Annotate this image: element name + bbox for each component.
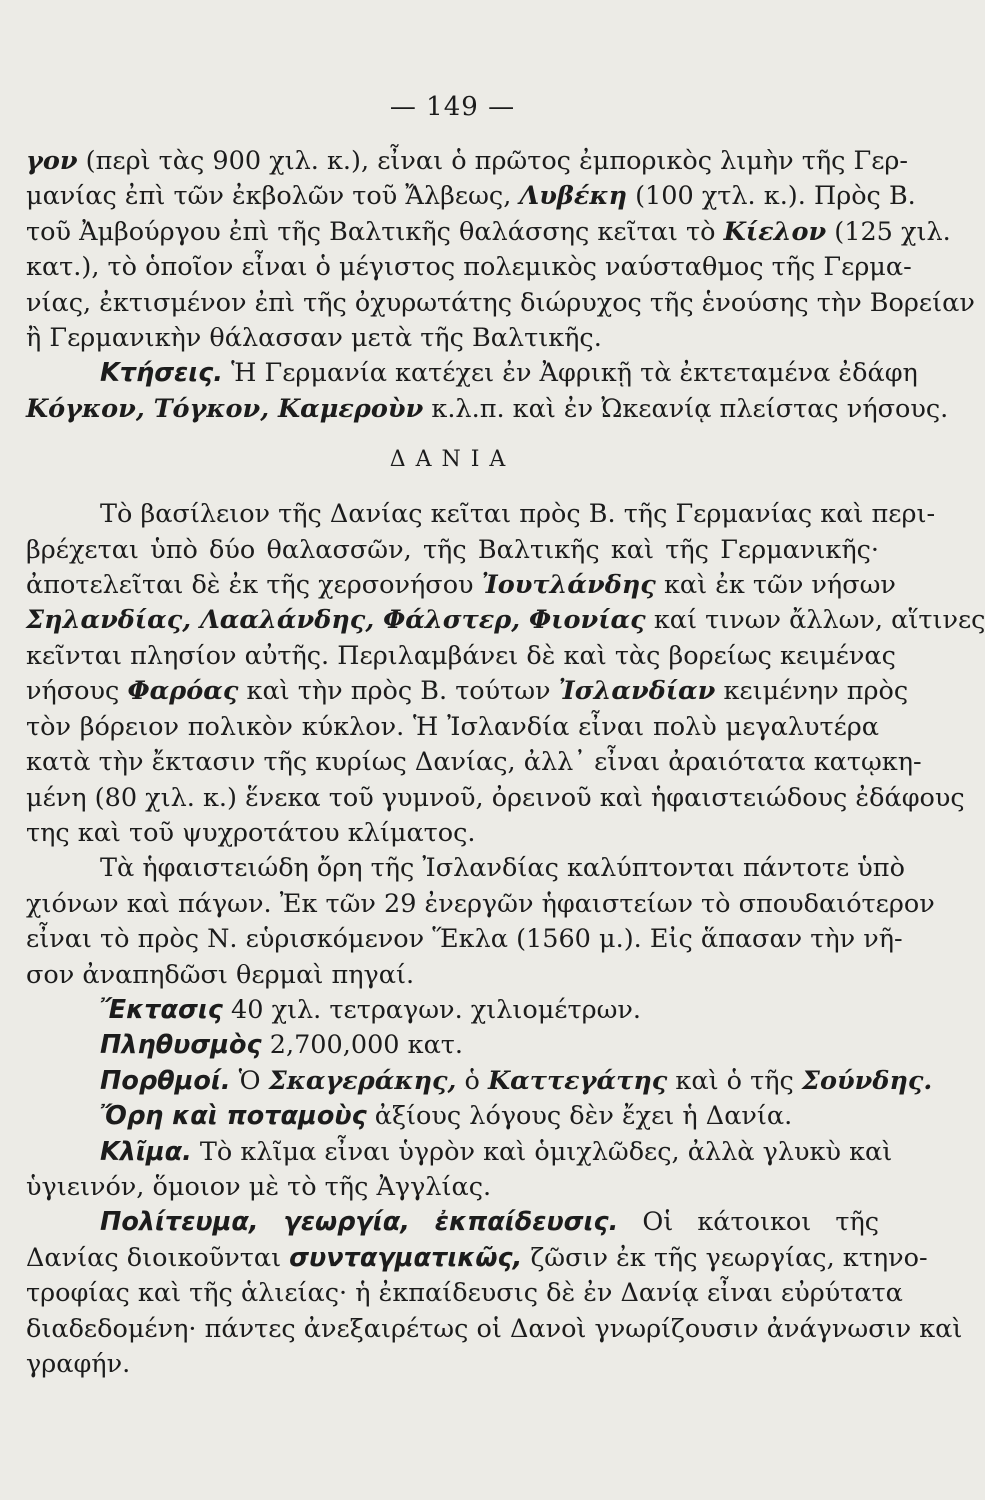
hamburg-word-fragment: γον xyxy=(26,146,78,176)
text-line: τὸν βόρειον πολικὸν κύκλον. Ἡ Ἰσλανδία εἶναι πολὺ μεγαλυτέρα xyxy=(26,711,879,742)
text-span: (περὶ τὰς 900 χιλ. κ.), εἶναι ὁ πρῶτος ἐμπορικὸς λιμὴν τῆς Γερ- xyxy=(85,146,909,176)
text-line xyxy=(26,1241,928,1276)
place-name: Σηλανδίας, Λααλάνδης, Φάλστερ, Φιονίας xyxy=(26,605,646,636)
text-span: Ἡ Γερμανία κατέχει ἐν Ἀφρικῇ τὰ ἐκτεταμένα ἐδάφη xyxy=(231,358,918,389)
text-line xyxy=(26,179,916,214)
text-line: της καὶ τοῦ ψυχροτάτου κλίματος. xyxy=(26,817,476,848)
germany-section xyxy=(26,144,975,427)
text-span: Τὸ κλῖμα εἶναι ὑγρὸν καὶ ὁμιχλῶδες, ἀλλὰ γλυκὺ καὶ xyxy=(199,1136,893,1167)
text-span: (125 χιλ. xyxy=(834,216,951,247)
text-line: κατὰ τὴν ἔκτασιν τῆς κυρίως Δανίας, ἀλλ᾽ εἶναι ἀραιότατα κατῳκη- xyxy=(26,747,922,778)
text-line xyxy=(26,144,909,179)
text-line xyxy=(26,215,951,250)
text-line xyxy=(26,1064,933,1099)
text-line: νίας, ἐκτισμένον ἐπὶ τῆς ὀχυρωτάτης διώρυχος τῆς ἑνούσης τὴν Βορείαν xyxy=(26,287,975,318)
text-span: ἀποτελεῖται δὲ ἐκ τῆς χερσονήσου xyxy=(26,570,474,601)
text-line: χιόνων καὶ πάγων. Ἐκ τῶν 29 ἐνεργῶν ἡφαιστείων τὸ σπουδαιότερον xyxy=(26,888,935,919)
text-line: τροφίας καὶ τῆς ἁλιείας· ἡ ἐκπαίδευσις δὲ ἐν Δανίᾳ εἶναι εὐρύτατα xyxy=(26,1278,903,1309)
text-span: ὁ xyxy=(464,1065,480,1096)
place-name: Ἰουτλάνδης xyxy=(481,570,656,601)
text-span: Οἱ κάτοικοι τῆς xyxy=(642,1207,880,1238)
text-line xyxy=(26,993,879,1028)
text-span: κειμένην πρὸς xyxy=(723,676,909,707)
text-line: γραφήν. xyxy=(26,1349,131,1379)
text-line xyxy=(26,1028,879,1063)
text-line: κατ.), τὸ ὁποῖον εἶναι ὁ μέγιστος πολεμικὸς ναύσταθμος τῆς Γερμα- xyxy=(26,252,912,283)
place-name: Καττεγάτης xyxy=(488,1065,668,1096)
place-name: Φαρόας xyxy=(127,676,239,707)
section-lead: Πολίτευμα, γεωργία, ἐκπαίδευσις. xyxy=(100,1207,619,1238)
section-lead: Πορθμοί. xyxy=(100,1065,231,1096)
text-span: νήσους xyxy=(26,676,120,707)
section-heading: ΔΑΝΙΑ xyxy=(389,447,516,473)
text-span: καί τινων ἄλλων, αἵτινες xyxy=(653,605,985,636)
place-name: Κίελον xyxy=(723,216,827,247)
section-lead: Κτήσεις. xyxy=(100,358,223,389)
text-line: βρέχεται ὑπὸ δύο θαλασσῶν, τῆς Βαλτικῆς καὶ τῆς Γερμανικῆς· xyxy=(26,534,879,565)
section-lead: Ἔκτασις xyxy=(100,994,223,1025)
text-line: διαδεδομένη· πάντες ἀνεξαιρέτως οἱ Δανοὶ γνωρίζουσιν ἀνάγνωσιν καὶ xyxy=(26,1313,963,1344)
text-span: κ.λ.π. καὶ ἐν Ὠκεανίᾳ πλείστας νήσους. xyxy=(431,393,949,424)
text-span: 2,700,000 κατ. xyxy=(269,1030,464,1061)
place-name: Λυβέκη xyxy=(519,181,627,212)
text-line xyxy=(26,356,918,391)
text-span: (100 χτλ. κ.). Πρὸς Β. xyxy=(635,181,916,212)
text-span: καὶ τὴν πρὸς Β. τούτων xyxy=(246,676,551,707)
text-span: καὶ ἐκ τῶν νήσων xyxy=(663,570,896,601)
text-span: καὶ ὁ τῆς xyxy=(675,1065,794,1096)
text-line xyxy=(26,603,985,638)
text-span: τοῦ Ἀμβούργου ἐπὶ τῆς Βαλτικῆς θαλάσσης κεῖται τὸ xyxy=(26,216,716,247)
place-name: Σκαγεράκης, xyxy=(268,1065,457,1096)
text-span: 40 χιλ. τετραγων. χιλιομέτρων. xyxy=(231,994,642,1025)
text-span: Ὁ xyxy=(238,1065,261,1096)
text-span: Δανίας διοικοῦνται xyxy=(26,1242,282,1273)
place-name: Ἰσλανδίαν xyxy=(558,676,716,707)
text-line xyxy=(26,1099,879,1134)
section-lead: Ὄρη καὶ ποταμοὺς xyxy=(100,1101,367,1132)
page-number: — 149 — xyxy=(389,92,516,122)
text-line: κεῖνται πλησίον αὐτῆς. Περιλαμβάνει δὲ καὶ τὰς βορείως κειμένας xyxy=(26,640,896,671)
text-line: ἢ Γερμανικὴν θάλασσαν μετὰ τῆς Βαλτικῆς. xyxy=(26,323,602,354)
text-span: ζῶσιν ἐκ τῆς γεωργίας, κτηνο- xyxy=(530,1242,928,1273)
section-lead: Πληθυσμὸς xyxy=(100,1030,262,1061)
text-line: εἶναι τὸ πρὸς Ν. εὑρισκόμενον Ἕκλα (1560 μ.). Εἰς ἅπασαν τὴν νῆ- xyxy=(26,924,903,955)
text-span: μανίας ἐπὶ τῶν ἐκβολῶν τοῦ Ἄλβεως, xyxy=(26,181,512,212)
section-lead: Κλῖμα. xyxy=(100,1136,192,1167)
place-name: Κόγκον, Τόγκον, Καμεροὺν xyxy=(26,393,424,424)
text-line xyxy=(26,1135,893,1170)
text-line: ὑγιεινόν, ὅμοιον μὲ τὸ τῆς Ἀγγλίας. xyxy=(26,1171,492,1202)
place-name: Σούνδης. xyxy=(801,1065,933,1096)
text-line xyxy=(26,1205,879,1240)
text-span: ἀξίους λόγους δὲν ἔχει ἡ Δανία. xyxy=(374,1101,793,1132)
denmark-section xyxy=(26,497,985,1382)
emphasized-word: συνταγματικῶς, xyxy=(289,1242,523,1273)
text-line xyxy=(26,392,949,427)
text-line: μένη (80 χιλ. κ.) ἕνεκα τοῦ γυμνοῦ, ὀρεινοῦ καὶ ἡφαιστειώδους ἐδάφους xyxy=(26,782,965,813)
text-line: Τὰ ἡφαιστειώδη ὄρη τῆς Ἰσλανδίας καλύπτονται πάντοτε ὑπὸ xyxy=(100,853,905,884)
text-line: σον ἀναπηδῶσι θερμαὶ πηγαί. xyxy=(26,959,415,990)
text-line xyxy=(26,568,896,603)
text-line xyxy=(26,674,909,709)
text-line: Τὸ βασίλειον τῆς Δανίας κεῖται πρὸς Β. τῆς Γερμανίας καὶ περι- xyxy=(100,499,936,530)
